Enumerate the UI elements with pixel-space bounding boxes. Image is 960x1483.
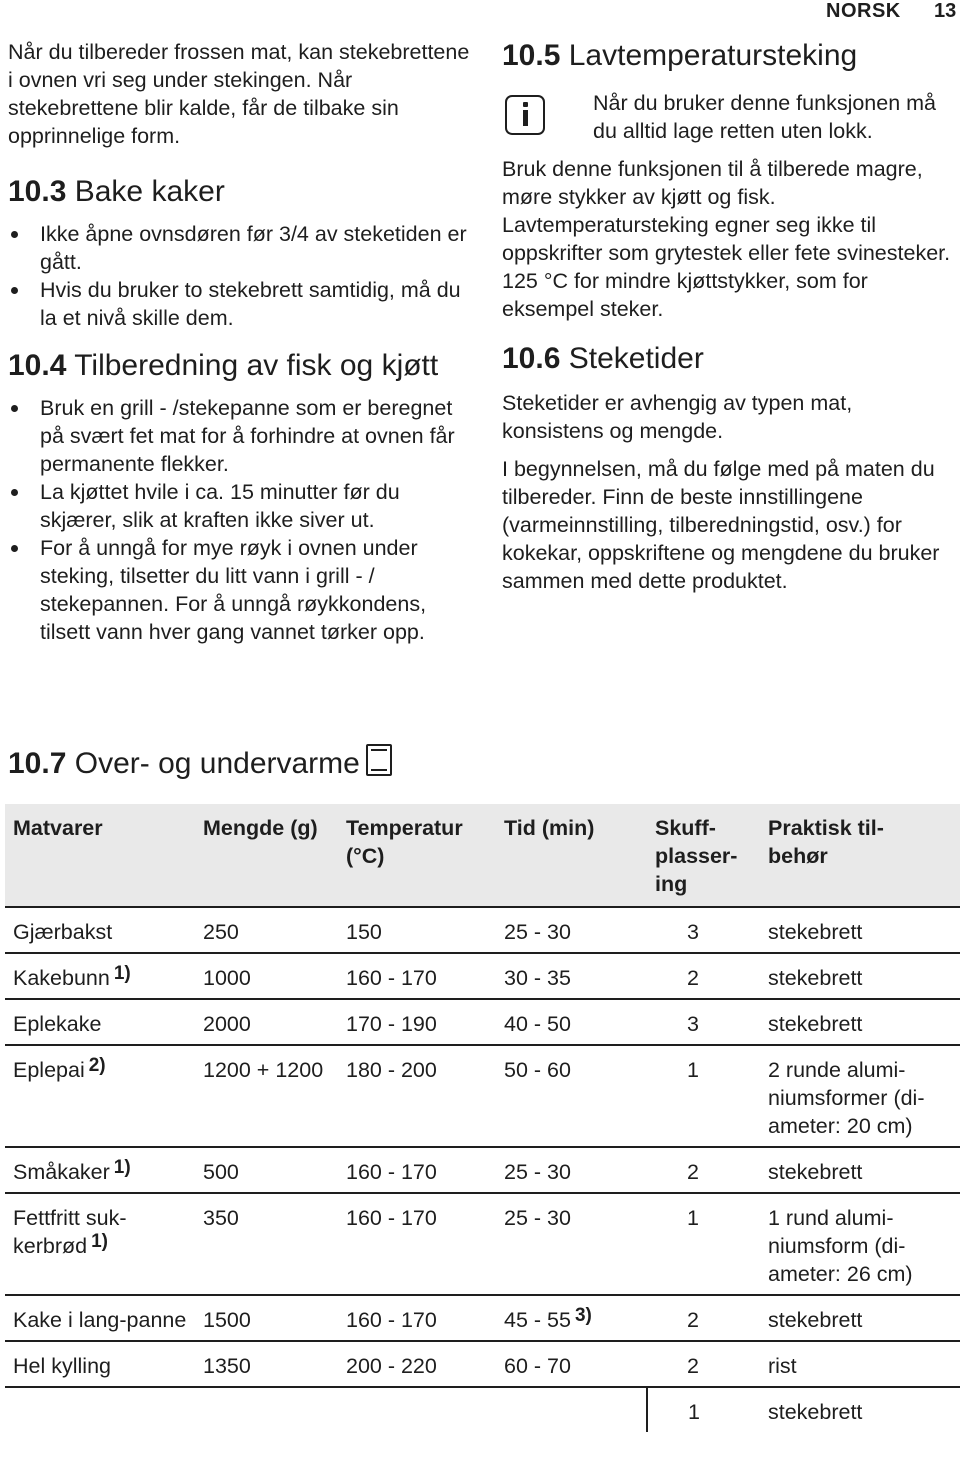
cell-food (5, 1147, 195, 1193)
info-note (502, 89, 957, 145)
cell-shelf: 2 (687, 1308, 699, 1332)
cell-amount: 250 (203, 920, 239, 944)
cell-shelf: 2 (687, 1354, 699, 1378)
section-title: Tilberedning av fisk og kjøtt (74, 349, 439, 382)
cell-food (5, 953, 195, 999)
cell-shelf: 1 (687, 1206, 699, 1230)
table-header-row (5, 804, 960, 907)
right-column (502, 38, 957, 595)
cell-temperature: 160 - 170 (346, 1160, 437, 1184)
list-item: La kjøttet hvile i ca. 15 minutter før du skjærer, slik at kraften ikke siver ut. (8, 478, 478, 534)
table-row (5, 1295, 960, 1341)
food-name: Gjærbakst (13, 920, 113, 944)
footnote-ref: 2) (88, 1055, 106, 1076)
cell-temperature: 160 - 170 (346, 1308, 437, 1332)
cell-shelf: 1 (687, 1058, 699, 1082)
cell-amount: 1500 (203, 1308, 251, 1332)
section-number: 10.7 (8, 747, 67, 780)
cell-food (5, 999, 195, 1045)
cell-food (5, 1193, 195, 1295)
section-10-4-heading (8, 348, 478, 384)
intro-paragraph: Når du tilbereder frossen mat, kan stekebrettene i ovnen vri seg under stekingen. Når stekebrettene blir kalde, får de tilbake sin opprinnelige form. (8, 40, 470, 148)
table-row (5, 1387, 960, 1432)
cell-accessory: 2 runde alumi-niumsformer (di-ameter: 20 cm) (768, 1058, 925, 1138)
cell-shelf: 2 (687, 1160, 699, 1184)
column-header: Mengde (g) (195, 804, 338, 907)
page-number: 13 (934, 0, 957, 22)
section-title: Bake kaker (74, 175, 225, 208)
cell-temperature: 200 - 220 (346, 1354, 437, 1378)
table-row (5, 1045, 960, 1147)
cell-time (496, 1045, 647, 1147)
cell-accessory: stekebrett (768, 920, 863, 944)
empty-cell (5, 1387, 647, 1432)
table-row (5, 1147, 960, 1193)
cell-amount: 500 (203, 1160, 239, 1184)
cell-time (496, 1341, 647, 1387)
table-row (5, 1341, 960, 1387)
top-bottom-heat-icon (366, 744, 392, 776)
food-name: Småkaker (13, 1160, 110, 1184)
cell-temperature: 170 - 190 (346, 1012, 437, 1036)
list-item: Ikke åpne ovnsdøren før 3/4 av steketiden er gått. (8, 220, 478, 276)
cell-food (5, 1341, 195, 1387)
cell-amount: 1200 + 1200 (203, 1058, 324, 1082)
cell-accessory: stekebrett (768, 1308, 863, 1332)
section-10-5-heading (502, 38, 957, 74)
info-icon (505, 95, 545, 135)
cell-time (496, 1295, 647, 1341)
cell-time (496, 1193, 647, 1295)
column-header: Matvarer (5, 804, 195, 907)
cell-accessory: 1 rund alumi-niumsform (di-ameter: 26 cm) (768, 1206, 913, 1286)
table-row (5, 1193, 960, 1295)
cell-food (5, 1045, 195, 1147)
cell-accessory: rist (768, 1354, 797, 1378)
cell-amount: 350 (203, 1206, 239, 1230)
food-name: Eplepai (13, 1058, 85, 1082)
section-number: 10.6 (502, 342, 561, 375)
food-name: Kakebunn (13, 966, 110, 990)
cell-amount: 2000 (203, 1012, 251, 1036)
cell-shelf: 3 (687, 920, 699, 944)
section-10-5-paragraph: Bruk denne funksjonen til å tilberede magre, møre stykker av kjøtt og fisk. Lavtemperatursteking egner seg ikke til oppskrifter som grytestek eller fete svinesteker. 125 °C for mindre kjøttstykker, som for eksempel steker. (502, 157, 951, 321)
cell-time (496, 1147, 647, 1193)
cell-accessory: stekebrett (768, 1400, 863, 1424)
section-title: Lavtemperatursteking (568, 39, 858, 72)
baking-table (5, 804, 960, 1432)
table-row (5, 953, 960, 999)
cell-amount: 1000 (203, 966, 251, 990)
time-value: 50 - 60 (504, 1058, 571, 1082)
cell-accessory: stekebrett (768, 966, 863, 990)
cell-food (5, 907, 195, 953)
food-name: Fettfritt suk-kerbrød (13, 1206, 127, 1258)
section-10-3-heading (8, 174, 478, 210)
language-label: NORSK (826, 0, 901, 22)
list-item: For å unngå for mye røyk i ovnen under steking, tilsetter du litt vann i grill - / stekepannen. For å unngå røykkondens, tilsett vann hver gang vannet tørker opp. (8, 534, 478, 646)
time-value: 25 - 30 (504, 1206, 571, 1230)
food-name: Hel kylling (13, 1354, 111, 1378)
cell-accessory: stekebrett (768, 1012, 863, 1036)
section-title: Over- og undervarme (74, 747, 360, 780)
cell-accessory: stekebrett (768, 1160, 863, 1184)
section-10-3-list (8, 220, 478, 332)
time-value: 25 - 30 (504, 1160, 571, 1184)
footnote-ref: 1) (91, 1231, 108, 1252)
time-value: 45 - 55 (504, 1308, 571, 1332)
cell-temperature: 180 - 200 (346, 1058, 437, 1082)
footnote-ref: 1) (113, 963, 131, 984)
food-name: Kake i lang-panne (13, 1308, 187, 1332)
cell-shelf: 3 (687, 1012, 699, 1036)
section-number: 10.3 (8, 175, 67, 208)
column-header: Temperatur (°C) (338, 804, 496, 907)
footnote-ref: 3) (574, 1305, 592, 1326)
time-value: 25 - 30 (504, 920, 571, 944)
column-header: Praktisk til-behør (760, 804, 960, 907)
cell-temperature: 160 - 170 (346, 966, 437, 990)
time-value: 30 - 35 (504, 966, 571, 990)
list-item: Bruk en grill - /stekepanne som er beregnet på svært fet mat for å forhindre at ovnen får permanente flekker. (8, 394, 478, 478)
section-title: Steketider (568, 342, 704, 375)
section-10-6-heading (502, 341, 957, 377)
section-10-4-list (8, 394, 478, 646)
time-value: 60 - 70 (504, 1354, 571, 1378)
left-column (8, 38, 478, 646)
cell-time (496, 907, 647, 953)
cell-time (496, 999, 647, 1045)
food-name: Eplekake (13, 1012, 102, 1036)
time-value: 40 - 50 (504, 1012, 571, 1036)
info-note-text: Når du bruker denne funksjonen må du alltid lage retten uten lokk. (593, 91, 937, 143)
cell-shelf: 1 (688, 1400, 700, 1424)
footnote-ref: 1) (113, 1157, 131, 1178)
table-row (5, 999, 960, 1045)
column-header: Skuff-plasser-ing (647, 804, 760, 907)
cell-shelf: 2 (687, 966, 699, 990)
section-number: 10.5 (502, 39, 561, 72)
cell-temperature: 160 - 170 (346, 1206, 437, 1230)
column-header: Tid (min) (496, 804, 647, 907)
section-10-6-paragraph-2: I begynnelsen, må du følge med på maten du tilbereder. Finn de beste innstillingene (varmeinnstilling, tilberedningstid, osv.) for kokekar, oppskriftene og mengdene du bruker sammen med dette produktet. (502, 457, 940, 593)
list-item: Hvis du bruker to stekebrett samtidig, må du la et nivå skille dem. (8, 276, 478, 332)
section-number: 10.4 (8, 349, 67, 382)
section-10-6-paragraph-1: Steketider er avhengig av typen mat, konsistens og mengde. (502, 391, 853, 443)
section-10-7-heading (8, 744, 392, 782)
table-row (5, 907, 960, 953)
cell-food (5, 1295, 195, 1341)
cell-temperature: 150 (346, 920, 382, 944)
cell-amount: 1350 (203, 1354, 251, 1378)
cell-time (496, 953, 647, 999)
